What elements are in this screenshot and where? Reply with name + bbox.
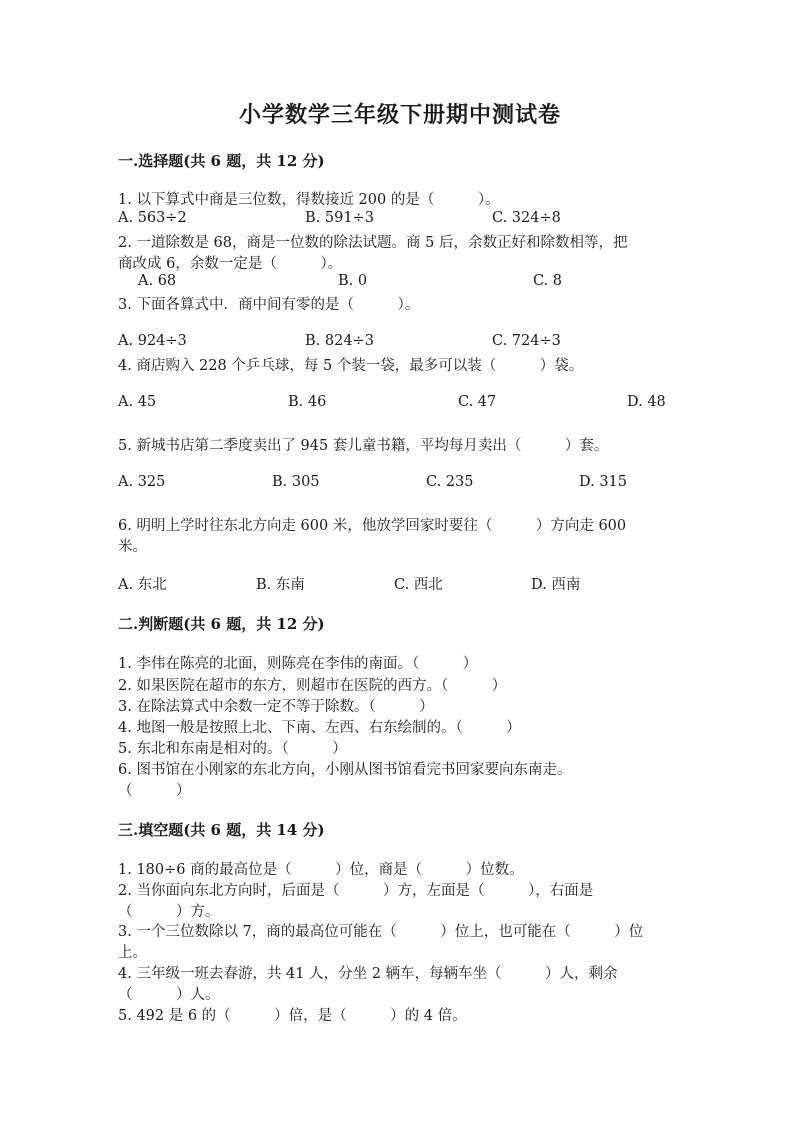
question-text-continued: 商改成 6，余数一定是（ ）。 (118, 256, 343, 272)
question-text: 5. 492 是 6 的（ ）倍，是（ ）的 4 倍。 (118, 1008, 467, 1024)
question-text-continued: 米。 (118, 539, 147, 555)
question-text: 3. 一个三位数除以 7，商的最高位可能在（ ）位上，也可能在（ ）位 (118, 924, 644, 940)
section-heading-judgment: 二.判断题(共 6 题，共 12 分) (118, 615, 325, 633)
question-text: 1. 李伟在陈亮的北面，则陈亮在李伟的南面。（ ） (118, 656, 478, 672)
option-c: C. 西北 (394, 577, 443, 593)
option-a: A. 45 (118, 394, 157, 410)
question-text: 4. 地图一般是按照上北、下南、左西、右东绘制的。（ ） (118, 720, 521, 736)
option-a: A. 东北 (118, 577, 167, 593)
question-text: 6. 图书馆在小刚家的东北方向，小刚从图书馆看完书回家要向东南走。 (118, 762, 572, 778)
question-text: 3. 下面各算式中．商中间有零的是（ ）。 (118, 297, 420, 313)
question-text: 6. 明明上学时往东北方向走 600 米，他放学回家时要往（ ）方向走 600 (118, 518, 627, 534)
option-c: C. 8 (533, 273, 563, 289)
question-text: 2. 如果医院在超市的东方，则超市在医院的西方。（ ） (118, 678, 507, 694)
question-text-continued: 上。 (118, 945, 147, 961)
question-text: 3. 在除法算式中余数一定不等于除数。（ ） (118, 699, 434, 715)
option-b: B. 0 (338, 273, 368, 289)
question-text: 1. 以下算式中商是三位数，得数接近 200 的是（ ）。 (118, 192, 500, 208)
option-d: D. 48 (627, 394, 666, 410)
option-d: D. 315 (579, 474, 628, 490)
option-d: D. 西南 (531, 577, 581, 593)
option-b: B. 46 (288, 394, 327, 410)
question-text-continued: （ ）方。 (118, 904, 220, 920)
option-c: C. 324÷8 (492, 210, 561, 226)
question-text: 1. 180÷6 商的最高位是（ ）位，商是（ ）位数。 (118, 862, 524, 878)
question-text-continued: （ ） (118, 783, 191, 799)
option-c: C. 235 (426, 474, 474, 490)
option-c: C. 724÷3 (492, 333, 561, 349)
question-text: 4. 三年级一班去春游，共 41 人，分坐 2 辆车，每辆车坐（ ）人，剩余 (118, 966, 618, 982)
option-a: A. 68 (138, 273, 177, 289)
question-text: 5. 东北和东南是相对的。（ ） (118, 741, 347, 757)
option-b: B. 591÷3 (305, 210, 374, 226)
option-c: C. 47 (458, 394, 497, 410)
question-text: 2. 当你面向东北方向时，后面是（ ）方，左面是（ ），右面是 (118, 883, 594, 899)
page-title: 小学数学三年级下册期中测试卷 (238, 102, 561, 128)
question-text: 5. 新城书店第二季度卖出了 945 套儿童书籍，平均每月卖出（ ）套。 (118, 438, 609, 454)
section-heading-choice: 一.选择题(共 6 题，共 12 分) (118, 152, 325, 170)
option-b: B. 东南 (256, 577, 305, 593)
section-heading-fill-blank: 三.填空题(共 6 题，共 14 分) (118, 821, 325, 839)
question-text: 4. 商店购入 228 个乒乓球，每 5 个装一袋，最多可以装（ ）袋。 (118, 358, 584, 374)
option-a: A. 563÷2 (118, 210, 187, 226)
option-a: A. 924÷3 (118, 333, 187, 349)
question-text: 2. 一道除数是 68，商是一位数的除法试题。商 5 后，余数正好和除数相等，把 (118, 235, 628, 251)
option-a: A. 325 (118, 474, 166, 490)
question-text-continued: （ ）人。 (118, 987, 220, 1003)
option-b: B. 305 (272, 474, 320, 490)
option-b: B. 824÷3 (305, 333, 374, 349)
